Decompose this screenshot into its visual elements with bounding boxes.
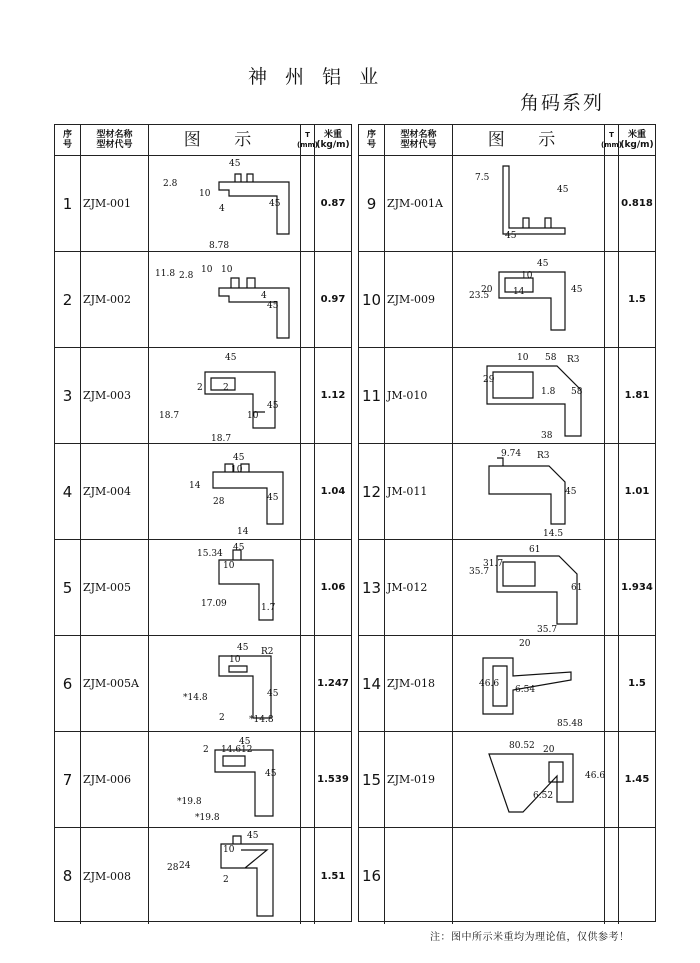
dimension-label: 45 (237, 643, 249, 653)
table-row (359, 732, 655, 828)
dimension-label: 45 (225, 353, 237, 363)
dimension-label: 45 (247, 831, 259, 841)
dimension-label: 45 (267, 401, 279, 411)
profile-drawing (453, 636, 605, 731)
profile-diagram (149, 828, 301, 924)
dimension-label: 10 (247, 411, 259, 421)
row-number: 12 (359, 444, 385, 539)
row-number: 7 (55, 732, 81, 827)
table-row (55, 348, 351, 444)
dimension-label: 6.52 (533, 791, 554, 801)
row-number: 15 (359, 732, 385, 827)
profile-outline (497, 556, 577, 624)
row-number: 3 (55, 348, 81, 443)
profile-outline (503, 166, 565, 234)
table-row (55, 156, 351, 252)
profile-code: JM-011 (385, 444, 453, 539)
dimension-label: 45 (229, 159, 241, 169)
table-row (359, 636, 655, 732)
profile-diagram (149, 444, 301, 540)
page-title: 神 州 铝 业 (248, 66, 385, 88)
dimension-label: 46.6 (585, 771, 605, 781)
profile-diagram (149, 636, 301, 732)
dimension-label: 10 (223, 845, 235, 855)
profile-code: ZJM-005 (81, 540, 149, 635)
weight-value: 1.45 (624, 774, 650, 785)
profile-outline (205, 372, 275, 428)
profile-drawing (149, 156, 301, 251)
dimension-label: 45 (267, 301, 279, 311)
dimension-label: 11.8 (155, 269, 176, 279)
table-row (359, 348, 655, 444)
dimension-label: 14.5 (543, 529, 564, 539)
dimension-label: 28 (213, 497, 225, 507)
row-number: 4 (55, 444, 81, 539)
header-no: 序 号 (359, 125, 385, 155)
row-number: 1 (55, 156, 81, 251)
profile-diagram (453, 540, 605, 636)
header-t: T (mm) (301, 125, 315, 155)
dimension-label: 35.7 (537, 625, 558, 635)
profile-diagram (453, 348, 605, 444)
dimension-label: 10 (231, 465, 243, 475)
dimension-label: 14 (189, 481, 201, 491)
dimension-label: 2 (219, 713, 225, 723)
row-number: 5 (55, 540, 81, 635)
thickness-cell (301, 252, 315, 347)
thickness-cell (605, 828, 619, 924)
profile-code: ZJM-006 (81, 732, 149, 827)
table-row (55, 252, 351, 348)
row-number: 14 (359, 636, 385, 731)
dimension-label: 12 (241, 745, 253, 755)
profile-code: ZJM-019 (385, 732, 453, 827)
dimension-label: 61 (529, 545, 541, 555)
row-number: 13 (359, 540, 385, 635)
dimension-label: R3 (537, 451, 550, 461)
header-weight: 米重 (kg/m) (316, 130, 350, 150)
profile-diagram (149, 348, 301, 444)
profile-outline (219, 278, 289, 338)
weight-value: 0.818 (621, 198, 653, 209)
profile-outline (487, 366, 581, 436)
footnote: 注：图中所示米重均为理论值，仅供参考！ (430, 932, 630, 943)
profile-table (54, 124, 660, 922)
row-number: 9 (359, 156, 385, 251)
weight-value: 1.81 (624, 390, 650, 401)
weight-value: 1.06 (320, 582, 346, 593)
weight-value: 1.04 (320, 486, 346, 497)
dimension-label: 10 (223, 561, 235, 571)
dimension-label: 29 (483, 375, 495, 385)
weight-value: 0.87 (320, 198, 346, 209)
dimension-label: 14 (513, 287, 525, 297)
dimension-label: 45 (269, 199, 281, 209)
profile-code: ZJM-009 (385, 252, 453, 347)
profile-code: ZJM-018 (385, 636, 453, 731)
dimension-label: 10 (201, 265, 213, 275)
dimension-label: 28 (167, 863, 179, 873)
profile-code: JM-010 (385, 348, 453, 443)
table-row (359, 252, 655, 348)
table-right-half (358, 124, 656, 922)
header-name: 型材名称 型材代号 (385, 125, 453, 155)
dimension-label: 45 (565, 487, 577, 497)
dimension-label: 6.54 (515, 685, 536, 695)
row-number: 2 (55, 252, 81, 347)
profile-code: ZJM-001 (81, 156, 149, 251)
dimension-label: 61 (571, 583, 583, 593)
header-no: 序 号 (55, 125, 81, 155)
dimension-label: 18.7 (211, 434, 232, 444)
weight-value: 1.247 (317, 678, 349, 689)
profile-drawing (149, 732, 301, 827)
row-number: 8 (55, 828, 81, 924)
row-number: 10 (359, 252, 385, 347)
weight-value (619, 828, 655, 924)
profile-code: JM-012 (385, 540, 453, 635)
header-t: T (mm) (605, 125, 619, 155)
thickness-cell (605, 636, 619, 731)
thickness-cell (605, 732, 619, 827)
dimension-label: 45 (233, 543, 245, 553)
table-row (359, 156, 655, 252)
dimension-label: 23.5 (469, 291, 490, 301)
table-row (55, 444, 351, 540)
dimension-label: 38 (541, 431, 553, 441)
dimension-label: 4 (261, 291, 267, 301)
profile-diagram (453, 444, 605, 540)
weight-value: 1.51 (320, 870, 346, 882)
profile-drawing (149, 636, 301, 731)
header-weight: 米重 (kg/m) (620, 130, 654, 150)
dimension-label: 2 (197, 383, 203, 393)
dimension-label: 45 (265, 769, 277, 779)
dimension-label: *14.8 (249, 715, 274, 725)
dimension-label: 14.6 (221, 745, 242, 755)
profile-code: ZJM-004 (81, 444, 149, 539)
profile-drawing (149, 444, 301, 539)
profile-outline (219, 656, 271, 718)
profile-diagram (453, 732, 605, 828)
dimension-label: 45 (267, 493, 279, 503)
dimension-label: 8.78 (209, 241, 230, 251)
weight-value: 1.01 (624, 486, 650, 497)
profile-diagram (149, 732, 301, 828)
profile-drawing (149, 828, 301, 924)
table-row (55, 828, 351, 924)
weight-value: 1.5 (628, 678, 646, 689)
dimension-label: *19.8 (195, 813, 220, 823)
dimension-label: 20 (481, 285, 493, 295)
weight-value: 1.934 (621, 582, 653, 593)
profile-drawing (453, 348, 605, 443)
dimension-label: 1.8 (541, 387, 556, 397)
dimension-label: 2.8 (163, 179, 178, 189)
profile-drawing (453, 828, 605, 924)
header-figure: 图 示 (149, 125, 301, 155)
dimension-label: 10 (229, 655, 241, 665)
header-figure: 图 示 (453, 125, 605, 155)
dimension-label: 2 (203, 745, 209, 755)
profile-diagram (453, 156, 605, 252)
dimension-label: 17.09 (201, 599, 227, 609)
profile-code: ZJM-001A (385, 156, 453, 251)
profile-drawing (453, 540, 605, 635)
dimension-label: 45 (537, 259, 549, 269)
weight-value: 1.5 (628, 294, 646, 305)
dimension-label: R3 (567, 355, 580, 365)
dimension-label: 10 (199, 189, 211, 199)
dimension-label: 9.74 (501, 449, 522, 459)
profile-outline (215, 750, 273, 816)
profile-drawing (453, 444, 605, 539)
profile-code: ZJM-008 (81, 828, 149, 924)
table-row (359, 828, 655, 924)
dimension-label: 31.7 (483, 559, 504, 569)
dimension-label: 46.6 (479, 679, 500, 689)
dimension-label: 24 (179, 861, 191, 871)
dimension-label: 58 (571, 387, 583, 397)
table-row (359, 444, 655, 540)
dimension-label: 15.34 (197, 549, 223, 559)
dimension-label: 1.7 (261, 603, 276, 613)
row-number: 6 (55, 636, 81, 731)
profile-code: ZJM-005A (81, 636, 149, 731)
profile-diagram (149, 252, 301, 348)
profile-outline (489, 754, 573, 812)
dimension-label: 80.52 (509, 741, 535, 751)
row-number: 16 (359, 828, 385, 924)
dimension-label: 20 (543, 745, 555, 755)
dimension-label: 10 (517, 353, 529, 363)
profile-diagram (453, 828, 605, 924)
dimension-label: 2 (223, 875, 229, 885)
dimension-label: 85.48 (557, 719, 583, 729)
dimension-label: 45 (571, 285, 583, 295)
thickness-cell (605, 252, 619, 347)
profile-drawing (453, 252, 605, 347)
table-row (55, 540, 351, 636)
thickness-cell (605, 444, 619, 539)
dimension-label: 45 (267, 689, 279, 699)
table-row (55, 732, 351, 828)
dimension-label: 10 (221, 265, 233, 275)
dimension-label: 45 (557, 185, 569, 195)
dimension-label: 45 (239, 737, 251, 747)
weight-value: 1.539 (317, 774, 349, 785)
dimension-label: 7.5 (475, 173, 490, 183)
weight-value: 1.12 (320, 390, 346, 401)
dimension-label: 58 (545, 353, 557, 363)
profile-diagram (149, 156, 301, 252)
thickness-cell (605, 156, 619, 251)
row-number: 11 (359, 348, 385, 443)
profile-diagram (453, 252, 605, 348)
series-title: 角码系列 (520, 92, 605, 114)
dimension-label: 2 (223, 383, 229, 393)
profile-diagram (149, 540, 301, 636)
thickness-cell (301, 540, 315, 635)
thickness-cell (301, 348, 315, 443)
dimension-label: *14.8 (183, 693, 208, 703)
profile-outline (489, 458, 565, 524)
table-row (359, 540, 655, 636)
profile-drawing (149, 540, 301, 635)
header-name: 型材名称 型材代号 (81, 125, 149, 155)
dimension-label: 2.8 (179, 271, 194, 281)
thickness-cell (301, 636, 315, 731)
thickness-cell (301, 828, 315, 924)
dimension-label: 45 (233, 453, 245, 463)
dimension-label: R2 (261, 647, 274, 657)
dimension-label: *19.8 (177, 797, 202, 807)
profile-drawing (149, 348, 301, 443)
dimension-label: 20 (519, 639, 531, 649)
table-left-half (54, 124, 352, 922)
profile-diagram (453, 636, 605, 732)
profile-drawing (149, 252, 301, 347)
dimension-label: 4 (219, 204, 225, 214)
profile-code: ZJM-003 (81, 348, 149, 443)
thickness-cell (301, 156, 315, 251)
thickness-cell (605, 348, 619, 443)
weight-value: 0.97 (320, 294, 346, 305)
table-row (55, 636, 351, 732)
dimension-label: 10 (521, 271, 533, 281)
profile-code: ZJM-002 (81, 252, 149, 347)
dimension-label: 35.7 (469, 567, 490, 577)
profile-code (385, 828, 453, 924)
dimension-label: 14 (237, 527, 249, 537)
thickness-cell (301, 732, 315, 827)
profile-drawing (453, 156, 605, 251)
dimension-label: 45 (505, 231, 517, 241)
dimension-label: 18.7 (159, 411, 180, 421)
thickness-cell (301, 444, 315, 539)
thickness-cell (605, 540, 619, 635)
profile-drawing (453, 732, 605, 827)
